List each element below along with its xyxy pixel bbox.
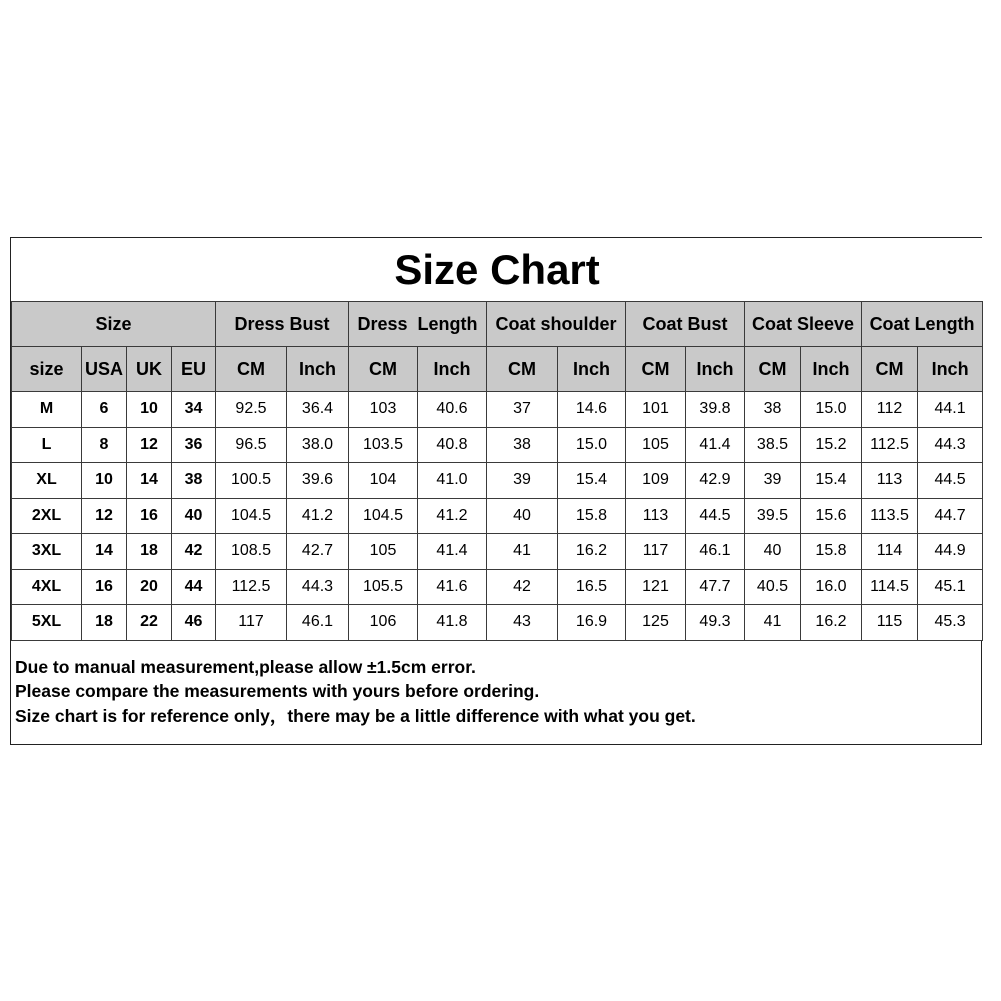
sub-header-cell: CM — [862, 347, 918, 392]
table-cell: 15.6 — [801, 498, 862, 534]
table-cell: 3XL — [12, 534, 82, 570]
table-cell: 15.8 — [801, 534, 862, 570]
table-row — [12, 569, 983, 605]
table-cell: 49.3 — [686, 605, 745, 641]
table-cell: 38.0 — [287, 427, 349, 463]
table-cell: 104 — [349, 463, 418, 499]
table-cell: 105 — [626, 427, 686, 463]
size-chart — [10, 237, 982, 745]
table-cell: 16 — [127, 498, 172, 534]
note-line: Due to manual measurement,please allow ±1.5cm error. — [15, 656, 476, 677]
sub-header-cell: CM — [487, 347, 558, 392]
table-cell: 43 — [487, 605, 558, 641]
sub-header-cell: CM — [216, 347, 287, 392]
table-cell: 42.9 — [686, 463, 745, 499]
table-cell: 6 — [82, 392, 127, 428]
chart-title: Size Chart — [12, 238, 983, 302]
table-cell: XL — [12, 463, 82, 499]
group-header-coat-length: Coat Length — [862, 302, 983, 347]
sub-header-row — [12, 347, 983, 392]
table-cell: 125 — [626, 605, 686, 641]
table-cell: 44.9 — [918, 534, 983, 570]
table-cell: 22 — [127, 605, 172, 641]
table-cell: 46.1 — [686, 534, 745, 570]
table-cell: 18 — [82, 605, 127, 641]
table-cell: 113.5 — [862, 498, 918, 534]
sub-header-cell: EU — [172, 347, 216, 392]
table-cell: 46 — [172, 605, 216, 641]
sub-header-cell: Inch — [918, 347, 983, 392]
table-cell: 112 — [862, 392, 918, 428]
table-cell: 15.2 — [801, 427, 862, 463]
table-cell: 44.7 — [918, 498, 983, 534]
table-cell: 36 — [172, 427, 216, 463]
table-cell: 38 — [172, 463, 216, 499]
table-cell: 38 — [745, 392, 801, 428]
sub-header-cell: UK — [127, 347, 172, 392]
table-cell: 14 — [82, 534, 127, 570]
table-cell: 121 — [626, 569, 686, 605]
table-cell: 113 — [626, 498, 686, 534]
group-header-coat-shoulder: Coat shoulder — [487, 302, 626, 347]
table-cell: 42 — [487, 569, 558, 605]
group-header-dress-length: Dress Length — [349, 302, 487, 347]
table-cell: 44 — [172, 569, 216, 605]
table-cell: 16.0 — [801, 569, 862, 605]
table-cell: 40.6 — [418, 392, 487, 428]
table-cell: 41.4 — [686, 427, 745, 463]
table-cell: 100.5 — [216, 463, 287, 499]
table-cell: 15.4 — [558, 463, 626, 499]
table-cell: 39.8 — [686, 392, 745, 428]
group-header-size: Size — [12, 302, 216, 347]
note-line: Please compare the measurements with yours before ordering. — [15, 681, 540, 701]
sub-header-cell: Inch — [558, 347, 626, 392]
table-cell: 10 — [82, 463, 127, 499]
table-cell: 40 — [172, 498, 216, 534]
table-cell: 115 — [862, 605, 918, 641]
group-header-coat-bust: Coat Bust — [626, 302, 745, 347]
table-cell: 16.2 — [558, 534, 626, 570]
size-table — [11, 238, 983, 641]
table-cell: 14.6 — [558, 392, 626, 428]
table-cell: 16.9 — [558, 605, 626, 641]
table-cell: 108.5 — [216, 534, 287, 570]
table-cell: 92.5 — [216, 392, 287, 428]
table-cell: 106 — [349, 605, 418, 641]
table-cell: 37 — [487, 392, 558, 428]
table-cell: 18 — [127, 534, 172, 570]
table-cell: 41 — [745, 605, 801, 641]
table-cell: 40.5 — [745, 569, 801, 605]
table-cell: 105.5 — [349, 569, 418, 605]
sub-header-cell: Inch — [801, 347, 862, 392]
table-cell: 12 — [82, 498, 127, 534]
table-cell: 103 — [349, 392, 418, 428]
table-cell: 36.4 — [287, 392, 349, 428]
table-cell: 39 — [745, 463, 801, 499]
table-cell: 40.8 — [418, 427, 487, 463]
sub-header-cell: CM — [745, 347, 801, 392]
table-cell: 44.3 — [287, 569, 349, 605]
table-cell: 44.5 — [686, 498, 745, 534]
table-cell: 10 — [127, 392, 172, 428]
table-cell: 4XL — [12, 569, 82, 605]
table-cell: 41.2 — [287, 498, 349, 534]
table-row — [12, 534, 983, 570]
table-cell: 40 — [745, 534, 801, 570]
table-cell: 2XL — [12, 498, 82, 534]
notes — [11, 641, 981, 729]
table-row — [12, 605, 983, 641]
table-cell: 114 — [862, 534, 918, 570]
table-cell: 41.6 — [418, 569, 487, 605]
table-cell: 104.5 — [216, 498, 287, 534]
table-cell: 8 — [82, 427, 127, 463]
table-cell: 42 — [172, 534, 216, 570]
table-cell: 105 — [349, 534, 418, 570]
table-cell: 41.4 — [418, 534, 487, 570]
table-cell: 41.2 — [418, 498, 487, 534]
table-cell: M — [12, 392, 82, 428]
table-cell: 15.8 — [558, 498, 626, 534]
table-cell: 44.3 — [918, 427, 983, 463]
group-header-coat-sleeve: Coat Sleeve — [745, 302, 862, 347]
table-cell: 41 — [487, 534, 558, 570]
table-cell: 16 — [82, 569, 127, 605]
table-cell: 15.0 — [801, 392, 862, 428]
sub-header-cell: size — [12, 347, 82, 392]
table-cell: 113 — [862, 463, 918, 499]
table-cell: 12 — [127, 427, 172, 463]
table-cell: 104.5 — [349, 498, 418, 534]
table-cell: 117 — [626, 534, 686, 570]
table-cell: 39.6 — [287, 463, 349, 499]
table-cell: 38 — [487, 427, 558, 463]
table-cell: 5XL — [12, 605, 82, 641]
table-cell: 112.5 — [862, 427, 918, 463]
table-cell: 41.0 — [418, 463, 487, 499]
table-cell: 114.5 — [862, 569, 918, 605]
table-cell: 42.7 — [287, 534, 349, 570]
note-line: Size chart is for reference only，there may be a little difference with what you get. — [15, 705, 696, 726]
table-cell: 14 — [127, 463, 172, 499]
sub-header-cell: Inch — [418, 347, 487, 392]
table-cell: 41.8 — [418, 605, 487, 641]
table-cell: 16.2 — [801, 605, 862, 641]
table-cell: 47.7 — [686, 569, 745, 605]
table-cell: 101 — [626, 392, 686, 428]
table-cell: 39 — [487, 463, 558, 499]
group-header-row — [12, 302, 983, 347]
table-cell: 45.1 — [918, 569, 983, 605]
table-cell: 45.3 — [918, 605, 983, 641]
table-cell: 34 — [172, 392, 216, 428]
table-cell: 96.5 — [216, 427, 287, 463]
table-cell: 103.5 — [349, 427, 418, 463]
table-cell: 38.5 — [745, 427, 801, 463]
table-cell: 117 — [216, 605, 287, 641]
sub-header-cell: Inch — [287, 347, 349, 392]
table-cell: 46.1 — [287, 605, 349, 641]
table-body — [12, 392, 983, 641]
table-cell: 20 — [127, 569, 172, 605]
table-cell: 40 — [487, 498, 558, 534]
table-row — [12, 463, 983, 499]
table-cell: 15.0 — [558, 427, 626, 463]
table-row — [12, 392, 983, 428]
table-cell: 15.4 — [801, 463, 862, 499]
sub-header-cell: USA — [82, 347, 127, 392]
table-cell: 39.5 — [745, 498, 801, 534]
sub-header-cell: Inch — [686, 347, 745, 392]
table-row — [12, 427, 983, 463]
table-cell: 16.5 — [558, 569, 626, 605]
group-header-dress-bust: Dress Bust — [216, 302, 349, 347]
table-cell: 44.5 — [918, 463, 983, 499]
sub-header-cell: CM — [626, 347, 686, 392]
table-row — [12, 498, 983, 534]
table-cell: 44.1 — [918, 392, 983, 428]
table-cell: L — [12, 427, 82, 463]
table-cell: 112.5 — [216, 569, 287, 605]
table-cell: 109 — [626, 463, 686, 499]
sub-header-cell: CM — [349, 347, 418, 392]
